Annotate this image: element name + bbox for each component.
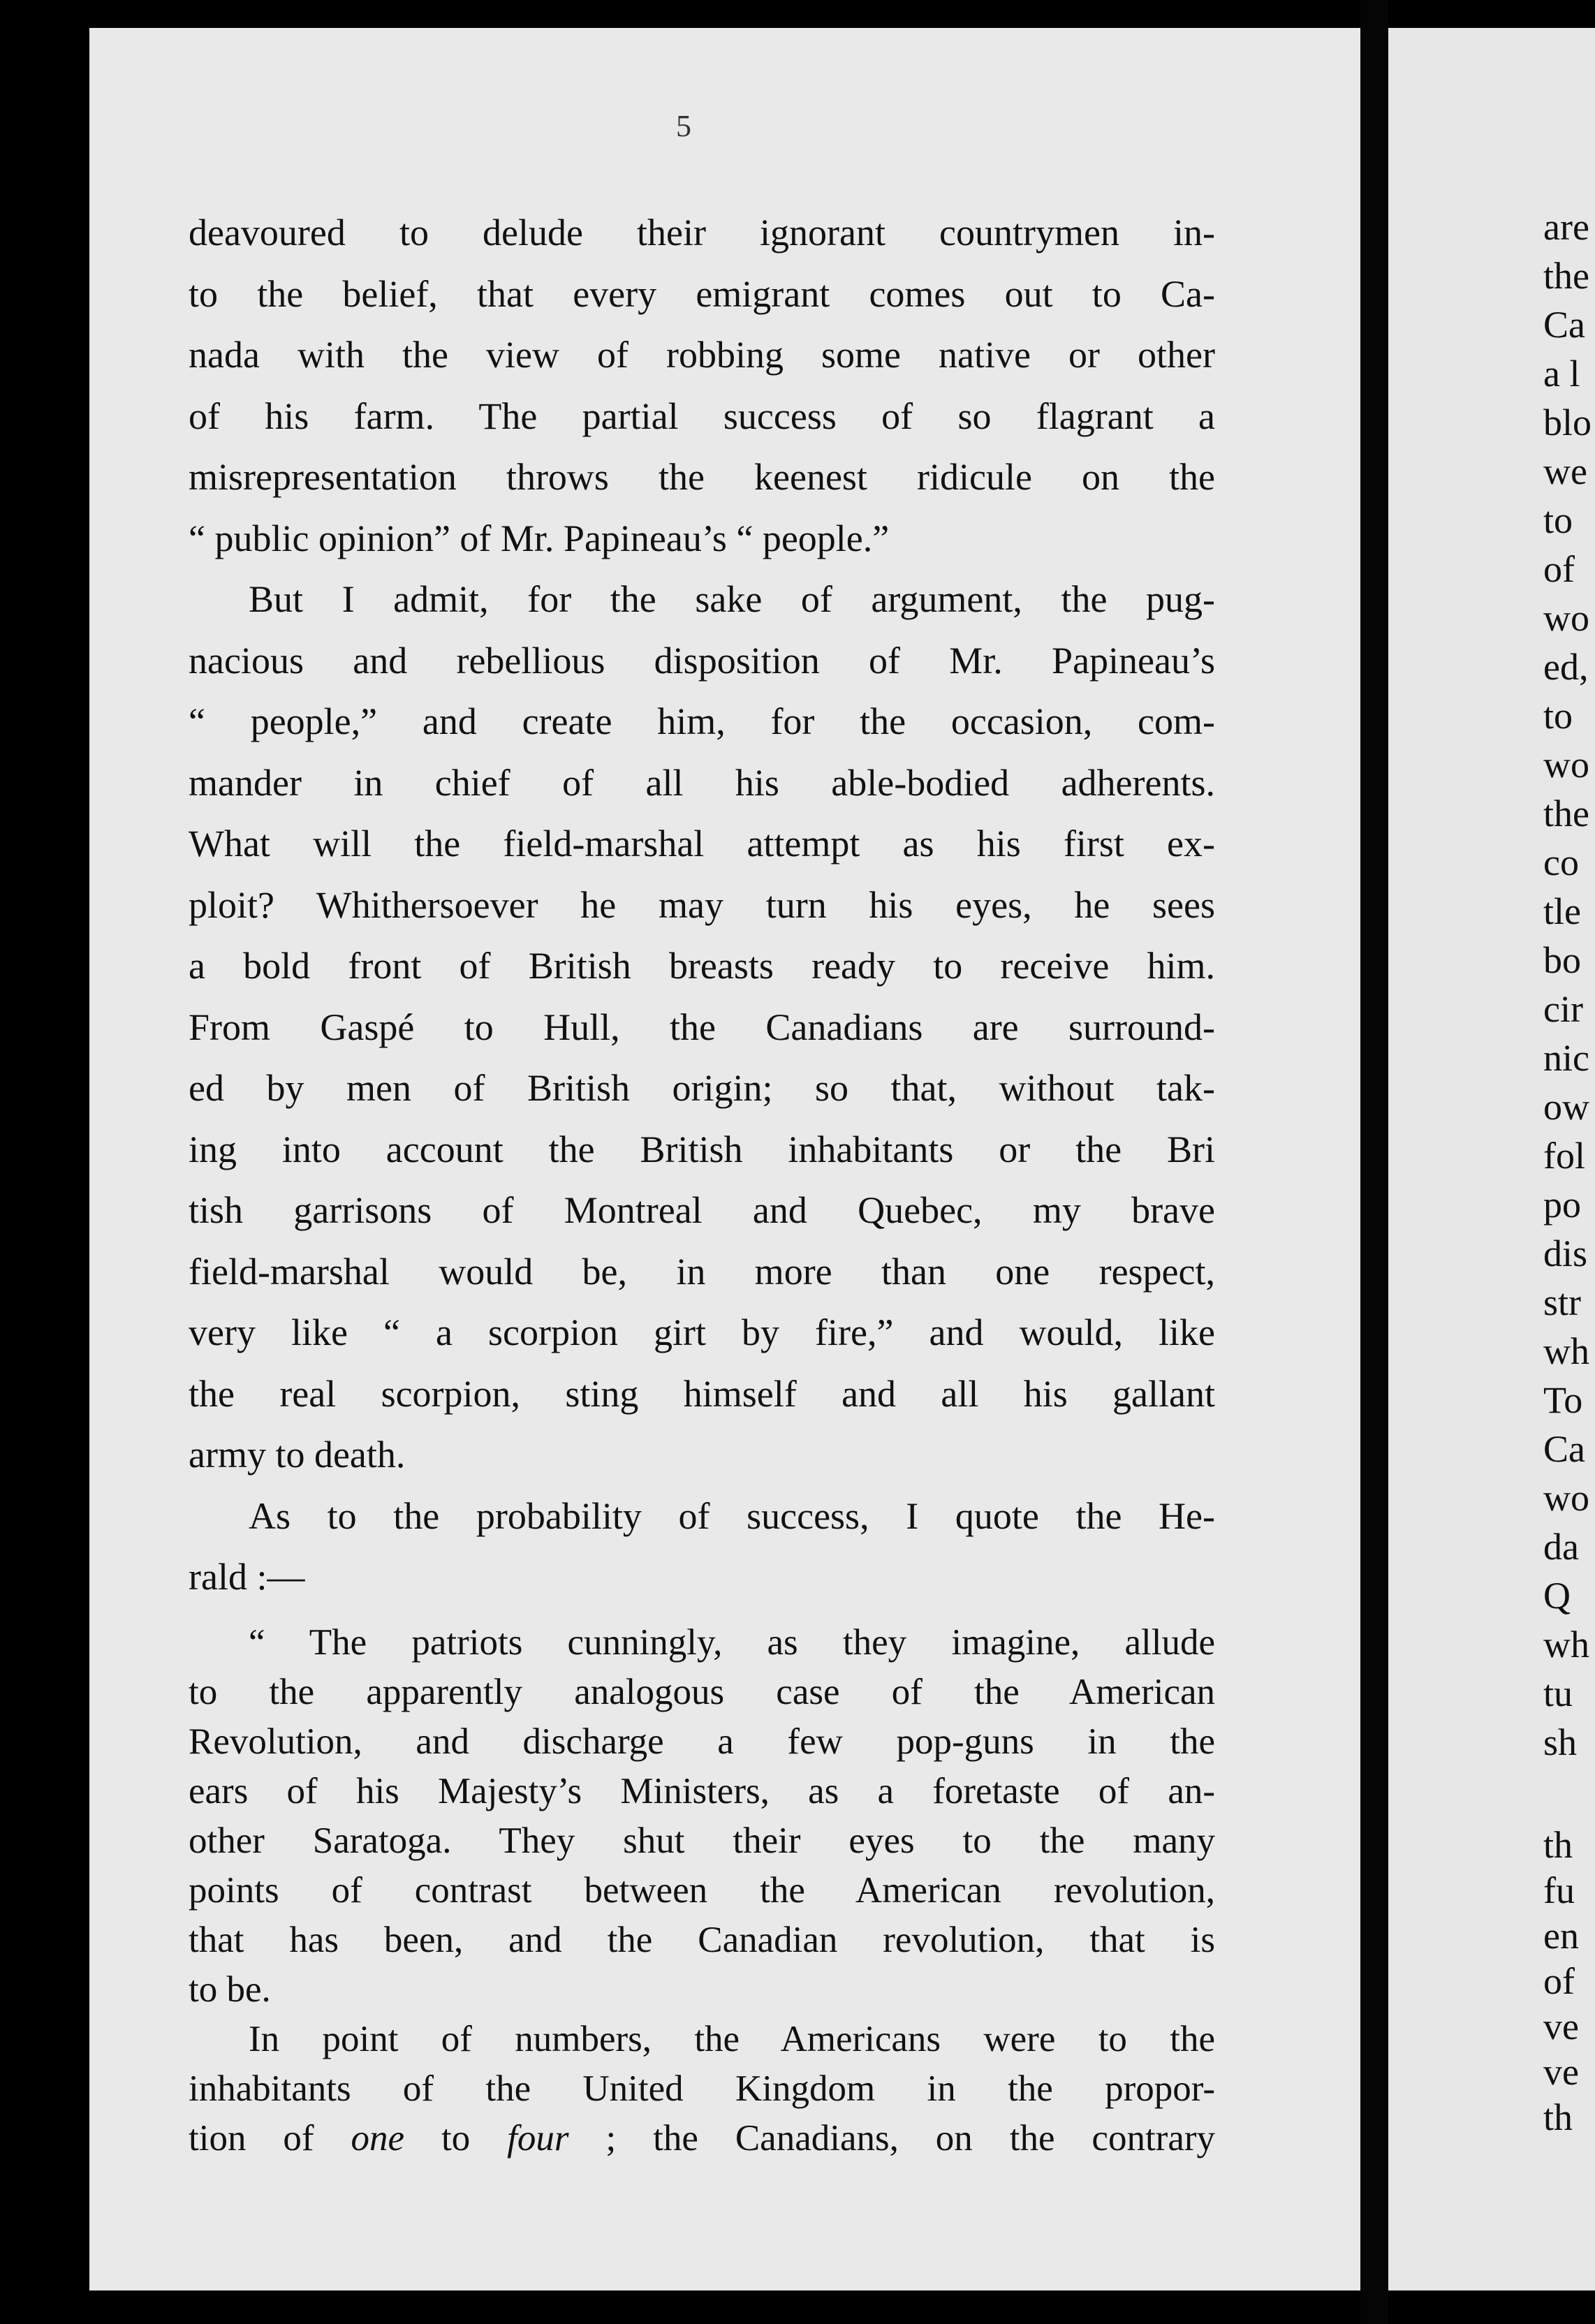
fragment-line: the	[1543, 255, 1589, 297]
quote-line: In point of numbers, the Americans were to the	[249, 2018, 1215, 2059]
fragment-line: wo	[1543, 597, 1589, 639]
text-line: very like “ a scorpion girt by fire,” and would, like	[189, 1311, 1215, 1353]
fragment-line: th	[1543, 1824, 1573, 1866]
quote-line: tion of one to four ; the Canadians, on the contrary	[189, 2117, 1215, 2158]
quote-line: to the apparently analogous case of the American	[189, 1671, 1215, 1712]
fragment-line: we	[1543, 450, 1587, 492]
text-line: ing into account the British inhabitants or the Bri	[189, 1128, 1215, 1170]
text-line: “ public opinion” of Mr. Papineau’s “ people.”	[189, 517, 890, 559]
text-line: deavoured to delude their ignorant countrymen in-	[189, 212, 1215, 253]
text-line: What will the field-marshal attempt as his first ex-	[189, 823, 1215, 865]
text-line: misrepresentation throws the keenest ridicule on the	[189, 456, 1215, 498]
fragment-line: the	[1543, 793, 1589, 834]
fragment-group	[1543, 1823, 1595, 2140]
italic-word: one	[351, 2117, 405, 2158]
fragment-line: wo	[1543, 1477, 1589, 1519]
fragment-line: ed,	[1543, 646, 1589, 688]
text-line: tish garrisons of Montreal and Quebec, my brave	[189, 1189, 1215, 1231]
fragment-line: Q	[1543, 1575, 1571, 1617]
quote-line: points of contrast between the American revolution,	[189, 1869, 1215, 1911]
page-number: 5	[676, 109, 691, 143]
left-page-text	[189, 203, 1215, 2163]
fragment-line: blo	[1543, 402, 1592, 443]
quote-line: that has been, and the Canadian revolution, that is	[189, 1919, 1215, 1960]
paragraph	[189, 569, 1215, 1486]
text-line: ed by men of British origin; so that, without tak-	[189, 1067, 1215, 1109]
fragment-group	[1543, 203, 1595, 1767]
paragraph	[189, 203, 1215, 569]
fragment-line: en	[1543, 1915, 1579, 1957]
text-line: As to the probability of success, I quote the He-	[249, 1494, 1215, 1537]
spacer	[189, 1608, 1215, 1618]
text-line: to the belief, that every emigrant comes out to Ca-	[189, 272, 1215, 315]
text-line: But I admit, for the sake of argument, the pug-	[249, 578, 1215, 620]
fragment-line: bo	[1543, 939, 1581, 981]
italic-word: four	[507, 2117, 569, 2158]
text-line: mander in chief of all his able-bodied adherents.	[189, 761, 1215, 804]
spacer	[1543, 1767, 1595, 1823]
right-page-text-fragments	[1543, 203, 1595, 2140]
text-line: “ people,” and create him, for the occasion, com-	[189, 700, 1215, 742]
fragment-line: to	[1543, 695, 1573, 737]
fragment-line: po	[1543, 1184, 1581, 1226]
fragment-line: nic	[1543, 1037, 1589, 1079]
fragment-line: Ca	[1543, 304, 1585, 346]
fragment-line: fu	[1543, 1869, 1575, 1911]
quote-line: Revolution, and discharge a few pop-guns in the	[189, 1721, 1215, 1762]
fragment-line: ow	[1543, 1086, 1589, 1128]
fragment-line: of	[1543, 1960, 1575, 2002]
text-line: nacious and rebellious disposition of Mr. Papineau’s	[189, 639, 1215, 682]
text-line: army to death.	[189, 1434, 406, 1476]
fragment-line: tle	[1543, 890, 1581, 932]
block-quote	[189, 1618, 1215, 2015]
quote-line: “ The patriots cunningly, as they imagine, allude	[249, 1621, 1215, 1663]
fragment-line: Ca	[1543, 1428, 1585, 1470]
fragment-line: a l	[1543, 353, 1580, 395]
quote-line: to be.	[189, 1969, 271, 2010]
fragment-line: of	[1543, 548, 1575, 590]
text-line: the real scorpion, sting himself and all his gallant	[189, 1372, 1215, 1415]
fragment-line: dis	[1543, 1233, 1588, 1274]
fragment-line: da	[1543, 1526, 1579, 1568]
fragment-line: sh	[1543, 1721, 1578, 1763]
paragraph	[189, 1486, 1215, 1608]
text-line: rald :—	[189, 1556, 305, 1598]
book-gutter	[1360, 0, 1388, 2324]
text-line: ploit? Whithersoever he may turn his eyes, he sees	[189, 883, 1215, 926]
text-line: nada with the view of robbing some native or other	[189, 334, 1215, 376]
block-quote	[189, 2015, 1215, 2163]
fragment-line: wh	[1543, 1330, 1589, 1372]
fragment-line: ve	[1543, 2051, 1579, 2093]
fragment-line: tu	[1543, 1672, 1573, 1714]
quote-line: inhabitants of the United Kingdom in the propor-	[189, 2068, 1215, 2109]
quote-line: other Saratoga. They shut their eyes to the many	[189, 1820, 1215, 1861]
text-line: of his farm. The partial success of so flagrant a	[189, 395, 1215, 437]
fragment-line: co	[1543, 841, 1579, 883]
fragment-line: th	[1543, 2096, 1573, 2138]
fragment-line: fol	[1543, 1135, 1585, 1177]
fragment-line: are	[1543, 206, 1589, 248]
text-line: From Gaspé to Hull, the Canadians are surround-	[189, 1006, 1215, 1048]
fragment-line: wo	[1543, 744, 1589, 786]
quote-line: ears of his Majesty’s Ministers, as a foretaste of an-	[189, 1770, 1215, 1811]
fragment-line: To	[1543, 1379, 1583, 1421]
fragment-line: ve	[1543, 2006, 1579, 2047]
fragment-line: to	[1543, 499, 1573, 541]
fragment-line: str	[1543, 1281, 1581, 1323]
text-line: a bold front of British breasts ready to receive him.	[189, 945, 1215, 987]
text-line: field-marshal would be, in more than one respect,	[189, 1250, 1215, 1293]
fragment-line: cir	[1543, 988, 1583, 1030]
fragment-line: wh	[1543, 1624, 1589, 1665]
